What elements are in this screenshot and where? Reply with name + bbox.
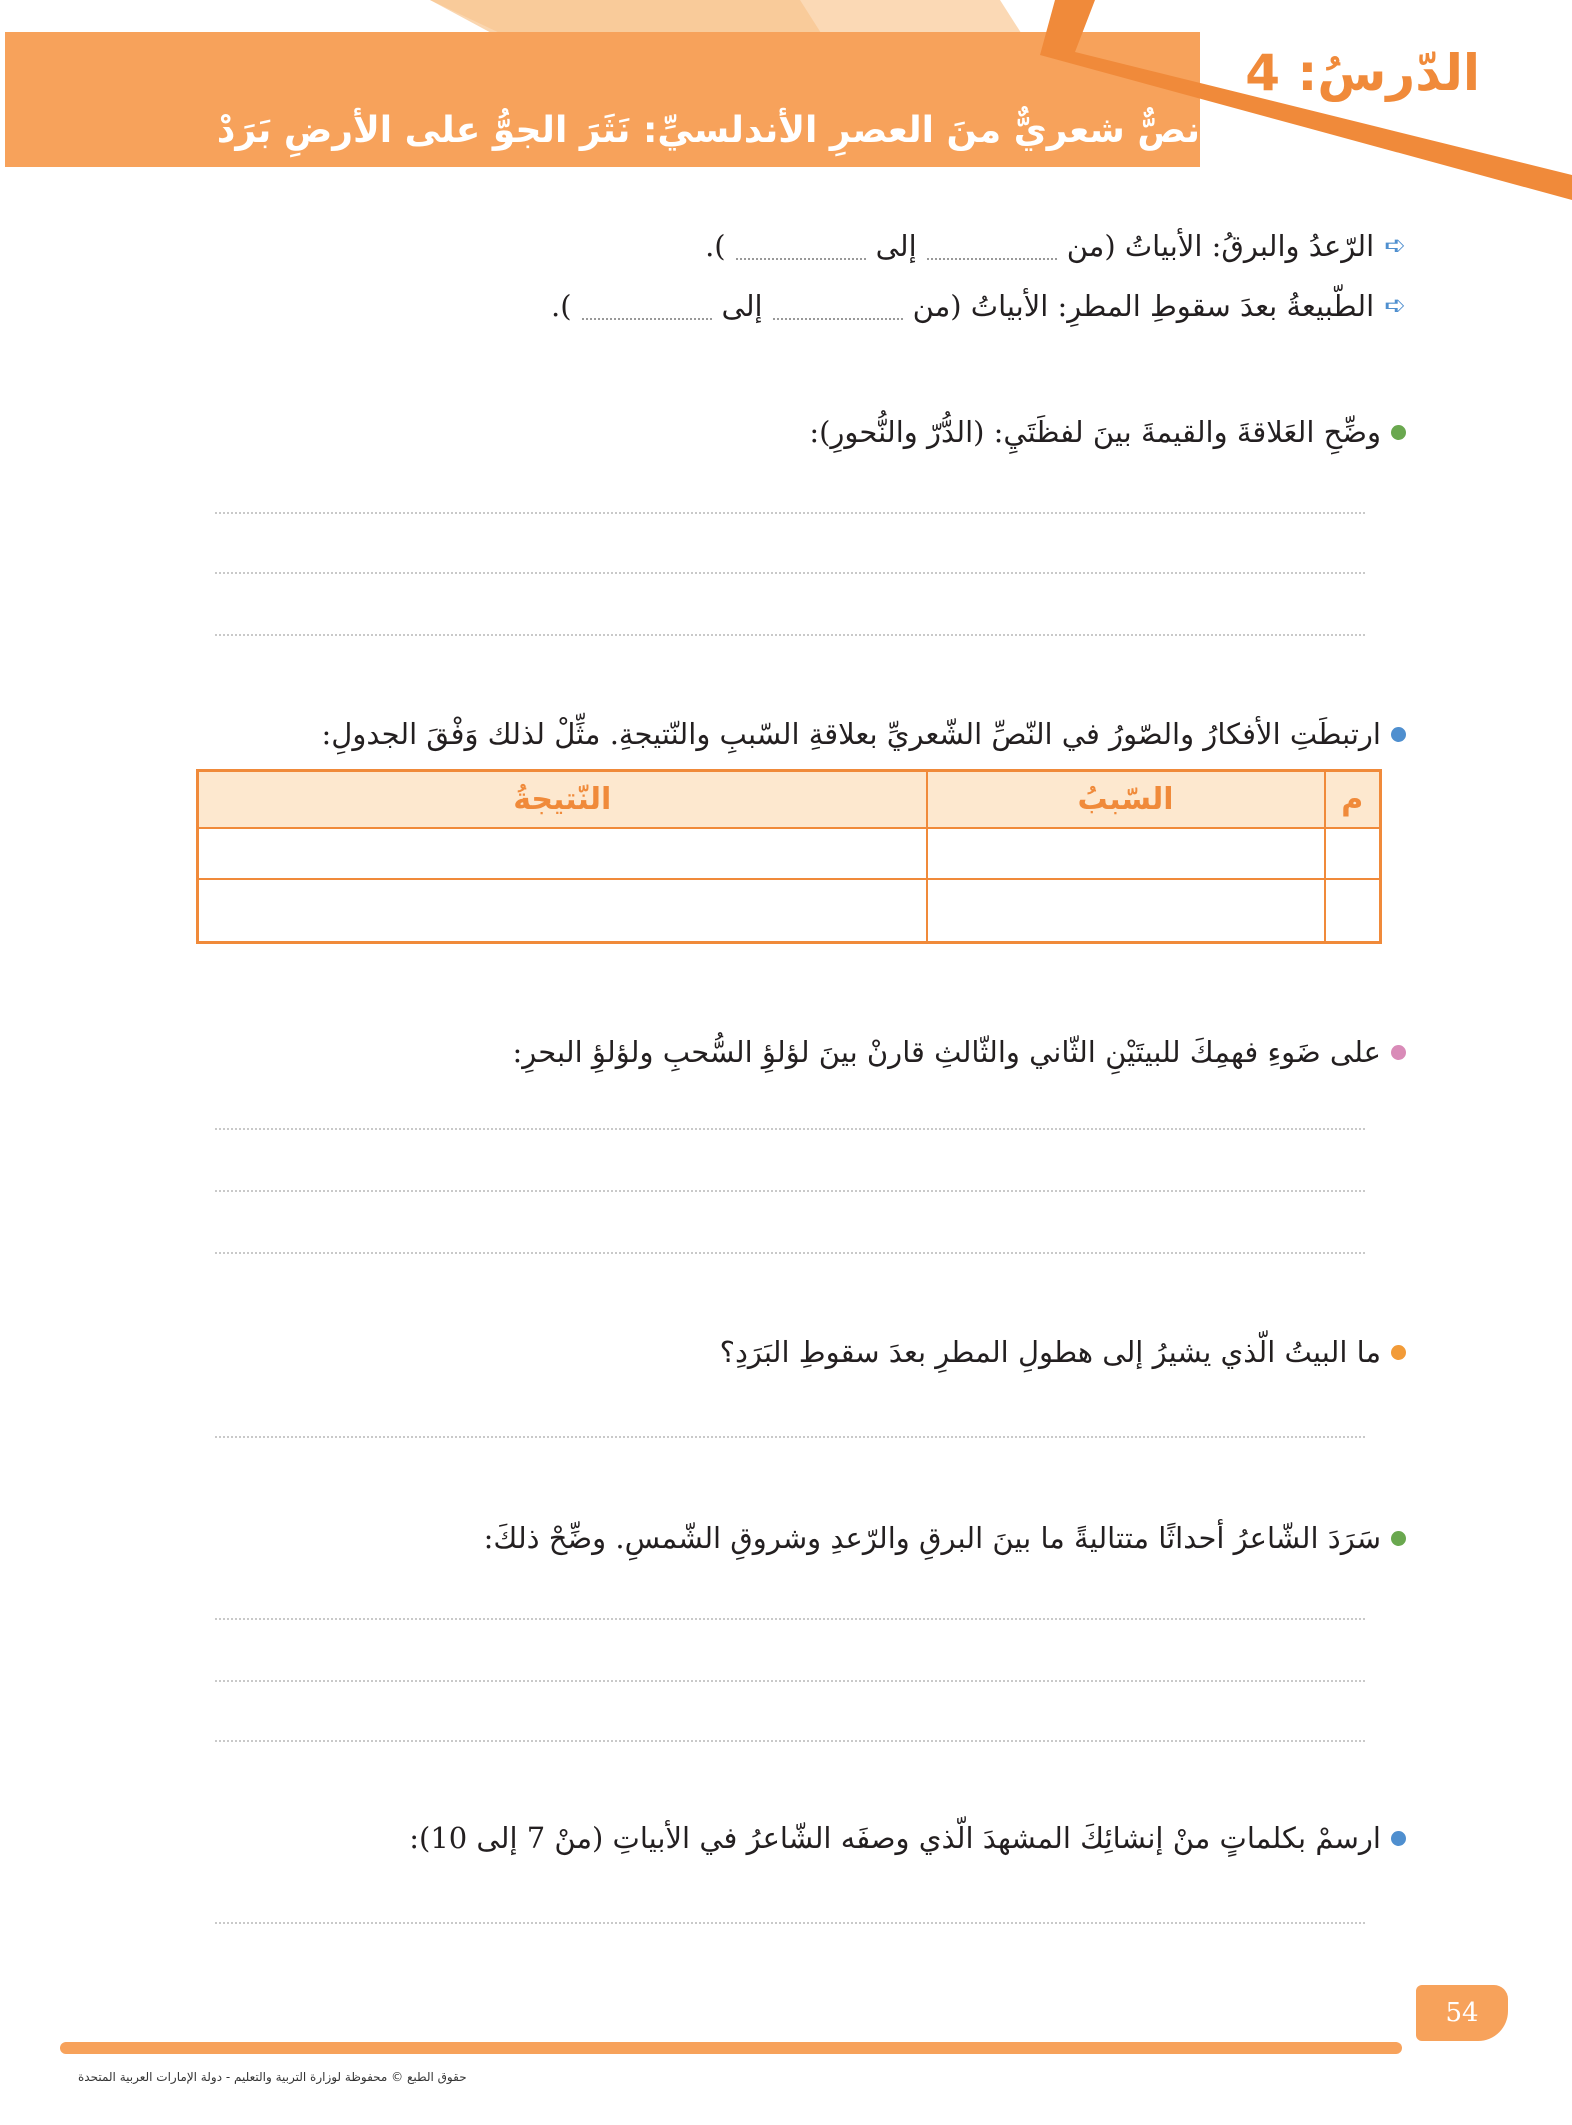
blank-to[interactable] [582, 292, 712, 320]
page-number: 54 [1416, 1985, 1508, 2041]
verse-range-label: الرّعدُ والبرقُ: الأبياتُ (من [1066, 229, 1375, 263]
table-cell[interactable] [1325, 879, 1381, 943]
lesson-title: الدّرسُ: 4 [1245, 44, 1480, 102]
verse-range-to: إلى [875, 229, 917, 263]
question-text: سَرَدَ الشّاعرُ أحداثًا متتاليةً ما بينَ البرقِ والرّعدِ وشروقِ الشّمسِ. وضِّحْ ذلكَ: [483, 1521, 1381, 1555]
verse-range-to: إلى [721, 289, 763, 323]
table-cell[interactable] [198, 879, 927, 943]
question-4 [720, 1332, 1406, 1372]
verse-range-label: الطّبيعةُ بعدَ سقوطِ المطرِ: الأبياتُ (من [912, 289, 1375, 323]
question-1 [809, 412, 1406, 452]
col-header-effect: النّتيجةُ [198, 771, 927, 829]
footer-bar [60, 2042, 1402, 2054]
bullet-icon [1391, 1831, 1406, 1846]
answer-line[interactable] [215, 1740, 1365, 1742]
question-5 [484, 1518, 1406, 1558]
table-header-row [198, 771, 1381, 829]
question-3 [513, 1032, 1406, 1072]
table-row [198, 879, 1381, 943]
arrow-icon: ➪ [1384, 291, 1406, 321]
question-text: وضِّحِ العَلاقةَ والقيمةَ بينَ لفظَتَيِ: (الدُّرّ والنُّحورِ): [809, 415, 1381, 449]
verse-range-nature [551, 286, 1406, 326]
verse-range-close: ). [705, 229, 726, 263]
verse-range-close: ). [551, 289, 572, 323]
blank-from[interactable] [927, 232, 1057, 260]
question-text: على ضَوءِ فهمِكَ للبيتَيْنِ الثّاني والثّالثِ قارنْ بينَ لؤلؤِ السُّحبِ ولؤلؤِ البحرِ: [512, 1035, 1381, 1069]
copyright-text: حقوق الطبع © محفوظة لوزارة التربية والتعليم - دولة الإمارات العربية المتحدة [78, 2070, 467, 2084]
answer-line[interactable] [215, 1252, 1365, 1254]
answer-line[interactable] [215, 1190, 1365, 1192]
answer-line[interactable] [215, 1680, 1365, 1682]
arrow-icon: ➪ [1384, 231, 1406, 261]
bullet-icon [1391, 1531, 1406, 1546]
lesson-subtitle: نصٌّ شعريٌّ منَ العصرِ الأندلسيِّ: نَثَرَ الجوُّ على الأرضِ بَرَدْ [216, 110, 1200, 151]
question-2 [322, 714, 1407, 754]
answer-line[interactable] [215, 512, 1365, 514]
answer-line[interactable] [215, 572, 1365, 574]
answer-line[interactable] [215, 1436, 1365, 1438]
table-row [198, 828, 1381, 879]
table-cell[interactable] [1325, 828, 1381, 879]
table-cell[interactable] [927, 879, 1325, 943]
bullet-icon [1391, 1345, 1406, 1360]
col-header-cause: السّببُ [927, 771, 1325, 829]
answer-line[interactable] [215, 634, 1365, 636]
answer-line[interactable] [215, 1618, 1365, 1620]
blank-to[interactable] [736, 232, 866, 260]
answer-line[interactable] [215, 1128, 1365, 1130]
question-text: ارسمْ بكلماتٍ منْ إنشائِكَ المشهدَ الّذي وصفَه الشّاعرُ في الأبياتِ (منْ 7 إلى 10): [409, 1821, 1381, 1855]
bullet-icon [1391, 1045, 1406, 1060]
col-header-number: م [1325, 771, 1381, 829]
cause-effect-table [196, 769, 1382, 944]
question-text: ارتبطَتِ الأفكارُ والصّورُ في النّصِّ الشّعريِّ بعلاقةِ السّببِ والنّتيجةِ. مثِّلْ لذلك وَفْقَ الجدولِ: [321, 717, 1381, 751]
table-cell[interactable] [927, 828, 1325, 879]
bullet-icon [1391, 727, 1406, 742]
blank-from[interactable] [773, 292, 903, 320]
question-text: ما البيتُ الّذي يشيرُ إلى هطولِ المطرِ بعدَ سقوطِ البَرَدِ؟ [719, 1335, 1381, 1369]
bullet-icon [1391, 425, 1406, 440]
question-6 [409, 1818, 1406, 1858]
table-cell[interactable] [198, 828, 927, 879]
answer-line[interactable] [215, 1922, 1365, 1924]
verse-range-thunder [705, 226, 1406, 266]
